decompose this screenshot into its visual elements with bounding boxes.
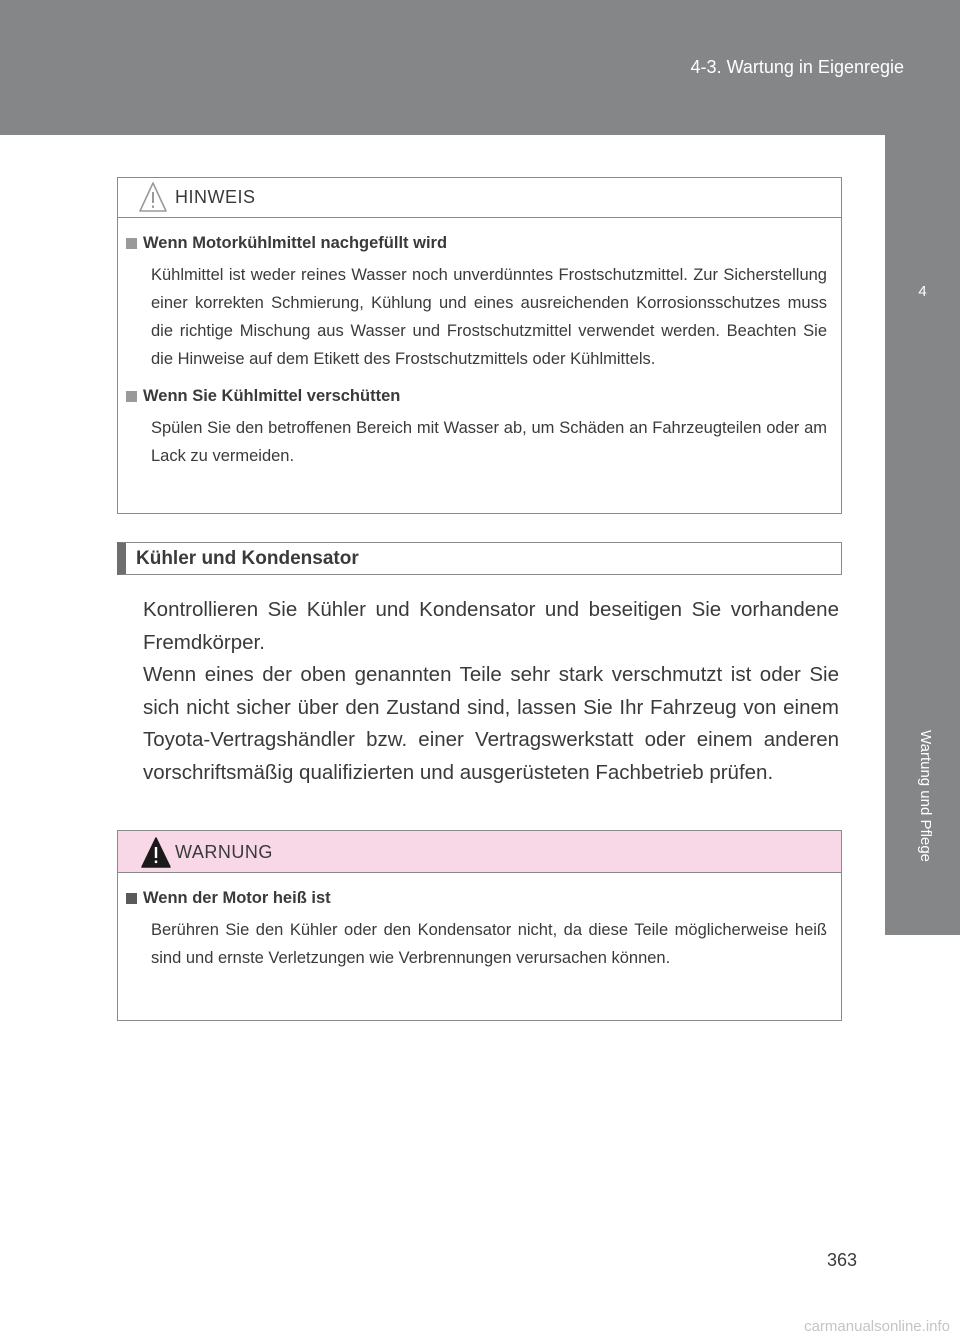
warnung-box [117,830,842,1021]
watermark: carmanualsonline.info [804,1318,950,1335]
chapter-title: Wartung und Pflege [917,730,934,863]
square-bullet-icon [126,238,137,249]
hinweis-body [118,218,841,470]
square-bullet-icon [126,893,137,904]
hinweis-label: HINWEIS [175,187,256,207]
section-body [143,594,839,789]
page-number: 363 [827,1250,858,1270]
chapter-number: 4 [918,283,927,300]
hinweis-header [118,178,841,218]
hinweis-item-title: Wenn Motorkühlmittel nachgefüllt wird [126,234,827,253]
section-heading [117,542,842,575]
caution-outline-icon [138,181,168,214]
hinweis-box [117,177,842,514]
square-bullet-icon [126,391,137,402]
section-heading-text: Kühler und Kondensator [136,548,359,569]
body-paragraph: Wenn eines der oben genannten Teile sehr stark verschmutzt ist oder Sie sich nicht sicher über den Zustand sind, lassen Sie Ihr Fahrzeug von einem Toyota-Vertragshändler bzw. einer Vertragswerkstatt oder einem anderen vorschriftsmäßig qualifizierten und ausgerüsteten Fachbetrieb prüfen. [143,663,839,784]
chapter-side-tab[interactable] [885,135,960,935]
hinweis-item-text: Kühlmittel ist weder reines Wasser noch unverdünntes Frostschutzmittel. Zur Sicherstellung einer korrekten Schmierung, Kühlung und eines ausreichenden Korrosionsschutzes muss die richtige Mischung aus Wasser und Frostschutzmittel verwendet werden. Beachten Sie die Hinweise auf dem Etikett des Frostschutzmittels oder Kühlmittels. [151,266,827,368]
section-breadcrumb: 4-3. Wartung in Eigenregie [690,57,904,77]
body-paragraph: Kontrollieren Sie Kühler und Kondensator und beseitigen Sie vorhandene Fremdkörper. [143,598,839,654]
warnung-body [118,873,841,972]
warnung-item-title: Wenn der Motor heiß ist [126,889,827,908]
header-bar [0,0,960,135]
warnung-label: WARNUNG [175,842,273,862]
hinweis-item-text: Spülen Sie den betroffenen Bereich mit Wasser ab, um Schäden an Fahrzeugteilen oder am Lack zu vermeiden. [151,419,827,465]
warnung-header [118,831,841,873]
warnung-item-text: Berühren Sie den Kühler oder den Kondensator nicht, da diese Teile möglicherweise heiß sind und ernste Verletzungen wie Verbrennungen verursachen können. [151,921,827,967]
warning-triangle-icon [140,836,172,870]
hinweis-item-title: Wenn Sie Kühlmittel verschütten [126,387,827,406]
